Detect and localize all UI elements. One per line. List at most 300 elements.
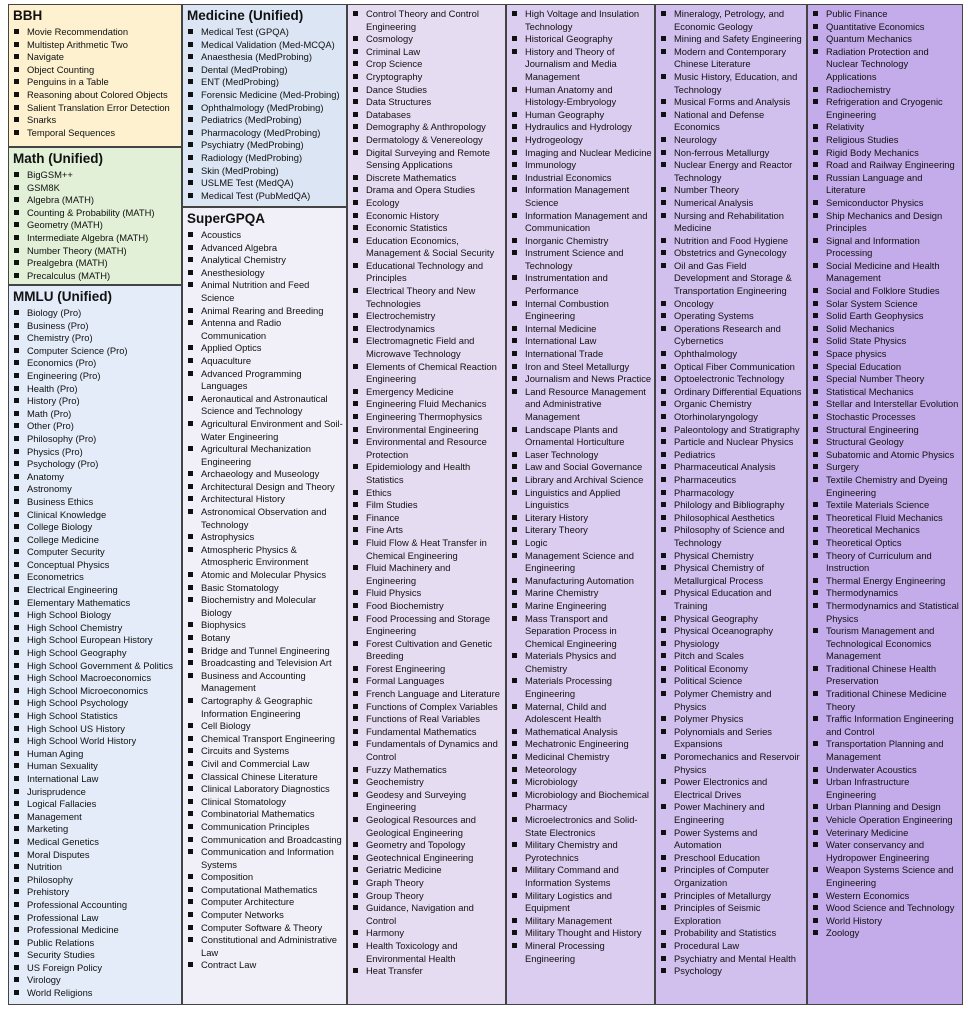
list-item: Electrical Engineering <box>13 584 179 597</box>
list-item: Dance Studies <box>352 84 503 97</box>
list-item: Agricultural Environment and Soil-Water Engineering <box>187 418 344 443</box>
list-item: Geological Resources and Geological Engineering <box>352 814 503 839</box>
list-item: Composition <box>187 871 344 884</box>
list-item: Other (Pro) <box>13 420 179 433</box>
list-item: Dental (MedProbing) <box>187 64 344 77</box>
list-item: Theoretical Fluid Mechanics <box>812 512 960 525</box>
list-item: Western Economics <box>812 890 960 903</box>
list-item: Textile Materials Science <box>812 499 960 512</box>
list-item: Optoelectronic Technology <box>660 373 804 386</box>
list-item: Bridge and Tunnel Engineering <box>187 645 344 658</box>
list-item: High School European History <box>13 634 179 647</box>
medicine-title: Medicine (Unified) <box>187 8 304 23</box>
mmlu-panel <box>8 285 182 1005</box>
list-item: USLME Test (MedQA) <box>187 177 344 190</box>
list-item: Fluid Physics <box>352 587 503 600</box>
list-item: GSM8K <box>13 182 179 195</box>
list-item: Instrument Science and Technology <box>511 247 652 272</box>
list-item: Forensic Medicine (Med-Probing) <box>187 89 344 102</box>
list-item: Military Management <box>511 915 652 928</box>
list-item: Botany <box>187 632 344 645</box>
list-item: Math (Pro) <box>13 408 179 421</box>
list-item: Ordinary Differential Equations <box>660 386 804 399</box>
list-item: Psychology (Pro) <box>13 458 179 471</box>
list-item: Physical Chemistry of Metallurgical Process <box>660 562 804 587</box>
list-item: Psychiatry (MedProbing) <box>187 139 344 152</box>
list-item: Paleontology and Stratigraphy <box>660 424 804 437</box>
list-item: Organic Chemistry <box>660 398 804 411</box>
list-item: Water conservancy and Hydropower Engineering <box>812 839 960 864</box>
list-item: Economic History <box>352 210 503 223</box>
list-item: Engineering Thermophysics <box>352 411 503 424</box>
list-item: Land Resource Management and Administrative Management <box>511 386 652 424</box>
list-item: Animal Rearing and Breeding <box>187 305 344 318</box>
list-item: Immunology <box>511 159 652 172</box>
list-item: Fundamental Mathematics <box>352 726 503 739</box>
list-item: Radiology (MedProbing) <box>187 152 344 165</box>
list-item: Philosophy (Pro) <box>13 433 179 446</box>
list-item: Business and Accounting Management <box>187 670 344 695</box>
medicine-panel <box>182 4 347 207</box>
list-item: Fluid Machinery and Engineering <box>352 562 503 587</box>
list-item: Chemical Transport Engineering <box>187 733 344 746</box>
list-item: Theoretical Mechanics <box>812 524 960 537</box>
list-item: Clinical Knowledge <box>13 509 179 522</box>
list-item: Operations Research and Cybernetics <box>660 323 804 348</box>
list-item: Physics (Pro) <box>13 446 179 459</box>
list-item: Forest Cultivation and Genetic Breeding <box>352 638 503 663</box>
list-item: Zoology <box>812 927 960 940</box>
list-item: Inorganic Chemistry <box>511 235 652 248</box>
list-item: Principles of Metallurgy <box>660 890 804 903</box>
list-item: French Language and Literature <box>352 688 503 701</box>
list-item: Marine Engineering <box>511 600 652 613</box>
list-item: Contract Law <box>187 959 344 972</box>
list-item: Music History, Education, and Technology <box>660 71 804 96</box>
supergpqa-column-2 <box>506 4 655 1005</box>
list-item: Advanced Algebra <box>187 242 344 255</box>
list-item: Physical Chemistry <box>660 550 804 563</box>
list-item: History and Theory of Journalism and Media Management <box>511 46 652 84</box>
list-item: Computer Architecture <box>187 896 344 909</box>
list-item: Counting & Probability (MATH) <box>13 207 179 220</box>
supergpqa-list <box>183 229 346 972</box>
list-item: International Trade <box>511 348 652 361</box>
list-item: Neurology <box>660 134 804 147</box>
list-item: Civil and Commercial Law <box>187 758 344 771</box>
list-item: Computer Software & Theory <box>187 922 344 935</box>
list-item: Social and Folklore Studies <box>812 285 960 298</box>
list-item: Mechatronic Engineering <box>511 738 652 751</box>
list-item: Refrigeration and Cryogenic Engineering <box>812 96 960 121</box>
list-item: Clinical Laboratory Diagnostics <box>187 783 344 796</box>
list-item: Aquaculture <box>187 355 344 368</box>
list-item: Analytical Chemistry <box>187 254 344 267</box>
list-item: Prehistory <box>13 886 179 899</box>
list-item: Semiconductor Physics <box>812 197 960 210</box>
list-item: Weapon Systems Science and Engineering <box>812 864 960 889</box>
list-item: Aeronautical and Astronautical Science and Technology <box>187 393 344 418</box>
list-item: Library and Archival Science <box>511 474 652 487</box>
list-item: Atomic and Molecular Physics <box>187 569 344 582</box>
list-item: Instrumentation and Performance <box>511 272 652 297</box>
list-item: Prealgebra (MATH) <box>13 257 179 270</box>
list-item: Marketing <box>13 823 179 836</box>
list-item: Structural Engineering <box>812 424 960 437</box>
list-item: Skin (MedProbing) <box>187 165 344 178</box>
list-item: Archaeology and Museology <box>187 468 344 481</box>
list-item: Astronomical Observation and Technology <box>187 506 344 531</box>
list-item: Communication Principles <box>187 821 344 834</box>
list-item: Nursing and Rehabilitation Medicine <box>660 210 804 235</box>
list-item: Literary History <box>511 512 652 525</box>
list-item: Number Theory <box>660 184 804 197</box>
list-item: Cosmology <box>352 33 503 46</box>
list-item: Environmental and Resource Protection <box>352 436 503 461</box>
list-item: Professional Law <box>13 912 179 925</box>
list-item: Journalism and News Practice <box>511 373 652 386</box>
list-item: Quantum Mechanics <box>812 33 960 46</box>
list-item: Textile Chemistry and Dyeing Engineering <box>812 474 960 499</box>
supergpqa-column-3 <box>655 4 807 1005</box>
list-item: Surgery <box>812 461 960 474</box>
list-item: Power Electronics and Electrical Drives <box>660 776 804 801</box>
list-item: Acoustics <box>187 229 344 242</box>
list-item: Computer Networks <box>187 909 344 922</box>
math-title: Math (Unified) <box>13 151 103 166</box>
list-item: Communication and Information Systems <box>187 846 344 871</box>
list-item: ENT (MedProbing) <box>187 76 344 89</box>
list-item: Cell Biology <box>187 720 344 733</box>
list-item: Geotechnical Engineering <box>352 852 503 865</box>
list-item: Materials Physics and Chemistry <box>511 650 652 675</box>
list-item: Emergency Medicine <box>352 386 503 399</box>
list-item: Education Economics, Management & Social Security <box>352 235 503 260</box>
list-item: Probability and Statistics <box>660 927 804 940</box>
list-item: Urban Infrastructure Engineering <box>812 776 960 801</box>
list-item: Physiology <box>660 638 804 651</box>
list-item: Educational Technology and Principles <box>352 260 503 285</box>
list-item: Geometry and Topology <box>352 839 503 852</box>
list-item: Management Science and Engineering <box>511 550 652 575</box>
list-item: Ophthalmology (MedProbing) <box>187 102 344 115</box>
list-item: Military Logistics and Equipment <box>511 890 652 915</box>
list-item: Operating Systems <box>660 310 804 323</box>
list-item: Astrophysics <box>187 531 344 544</box>
list-item: Control Theory and Control Engineering <box>352 8 503 33</box>
list-item: Anaesthesia (MedProbing) <box>187 51 344 64</box>
list-item: Advanced Programming Languages <box>187 368 344 393</box>
list-item: Traditional Chinese Medicine Theory <box>812 688 960 713</box>
list-item: Food Processing and Storage Engineering <box>352 613 503 638</box>
list-item: Geodesy and Surveying Engineering <box>352 789 503 814</box>
list-item: Philology and Bibliography <box>660 499 804 512</box>
list-item: Tourism Management and Technological Economics Management <box>812 625 960 663</box>
list-item: Special Education <box>812 361 960 374</box>
list-item: Harmony <box>352 927 503 940</box>
supergpqa-column-4 <box>807 4 963 1005</box>
list-item: Statistical Mechanics <box>812 386 960 399</box>
list-item: Fuzzy Mathematics <box>352 764 503 777</box>
list-item: Snarks <box>13 114 179 127</box>
list-item: Pharmacology <box>660 487 804 500</box>
list-item: Literary Theory <box>511 524 652 537</box>
list-item: Stellar and Interstellar Evolution <box>812 398 960 411</box>
list-item: Microbiology and Biochemical Pharmacy <box>511 789 652 814</box>
list-item: Electrical Theory and New Technologies <box>352 285 503 310</box>
list-item: Thermal Energy Engineering <box>812 575 960 588</box>
list-item: Meteorology <box>511 764 652 777</box>
list-item: Astronomy <box>13 483 179 496</box>
list-item: Electrochemistry <box>352 310 503 323</box>
list-item: Pharmaceutical Analysis <box>660 461 804 474</box>
list-item: Professional Accounting <box>13 899 179 912</box>
list-item: Security Studies <box>13 949 179 962</box>
list-item: World History <box>812 915 960 928</box>
list-item: Signal and Information Processing <box>812 235 960 260</box>
list-item: Political Science <box>660 675 804 688</box>
mmlu-title: MMLU (Unified) <box>13 289 112 304</box>
bbh-title: BBH <box>13 8 43 23</box>
list-item: Health Toxicology and Environmental Health <box>352 940 503 965</box>
list-item: Group Theory <box>352 890 503 903</box>
list-item: Otorhinolaryngology <box>660 411 804 424</box>
list-item: Physical Education and Training <box>660 587 804 612</box>
list-item: Physical Geography <box>660 613 804 626</box>
supergpqa-list-1 <box>348 5 505 978</box>
list-item: Heat Transfer <box>352 965 503 978</box>
list-item: Political Economy <box>660 663 804 676</box>
list-item: Iron and Steel Metallurgy <box>511 361 652 374</box>
list-item: Temporal Sequences <box>13 127 179 140</box>
list-item: Geochemistry <box>352 776 503 789</box>
list-item: Obstetrics and Gynecology <box>660 247 804 260</box>
list-item: Medicinal Chemistry <box>511 751 652 764</box>
list-item: Nutrition <box>13 861 179 874</box>
list-item: Environmental Engineering <box>352 424 503 437</box>
list-item: Space physics <box>812 348 960 361</box>
list-item: Military Command and Information Systems <box>511 864 652 889</box>
list-item: Engineering Fluid Mechanics <box>352 398 503 411</box>
list-item: Salient Translation Error Detection <box>13 102 179 115</box>
list-item: World Religions <box>13 987 179 1000</box>
list-item: Clinical Stomatology <box>187 796 344 809</box>
list-item: Econometrics <box>13 571 179 584</box>
list-item: Economic Statistics <box>352 222 503 235</box>
list-item: Business (Pro) <box>13 320 179 333</box>
list-item: Chemistry (Pro) <box>13 332 179 345</box>
list-item: Formal Languages <box>352 675 503 688</box>
list-item: Computational Mathematics <box>187 884 344 897</box>
list-item: Social Medicine and Health Management <box>812 260 960 285</box>
math-panel <box>8 147 182 285</box>
list-item: Human Aging <box>13 748 179 761</box>
list-item: High School World History <box>13 735 179 748</box>
list-item: Pediatrics (MedProbing) <box>187 114 344 127</box>
list-item: Cryptography <box>352 71 503 84</box>
list-item: Intermediate Algebra (MATH) <box>13 232 179 245</box>
list-item: Internal Medicine <box>511 323 652 336</box>
list-item: Computer Security <box>13 546 179 559</box>
list-item: Animal Nutrition and Feed Science <box>187 279 344 304</box>
list-item: Atmospheric Physics & Atmospheric Environment <box>187 544 344 569</box>
list-item: Philosophical Aesthetics <box>660 512 804 525</box>
list-item: Non-ferrous Metallurgy <box>660 147 804 160</box>
list-item: High School Chemistry <box>13 622 179 635</box>
list-item: Principles of Computer Organization <box>660 864 804 889</box>
list-item: Electromagnetic Field and Microwave Technology <box>352 335 503 360</box>
list-item: High School Biology <box>13 609 179 622</box>
list-item: Marine Chemistry <box>511 587 652 600</box>
list-item: Data Structures <box>352 96 503 109</box>
list-item: Movie Recommendation <box>13 26 179 39</box>
list-item: Number Theory (MATH) <box>13 245 179 258</box>
list-item: Landscape Plants and Ornamental Horticulture <box>511 424 652 449</box>
list-item: Finance <box>352 512 503 525</box>
list-item: Military Thought and History <box>511 927 652 940</box>
list-item: Multistep Arithmetic Two <box>13 39 179 52</box>
list-item: Military Chemistry and Pyrotechnics <box>511 839 652 864</box>
supergpqa-list-4 <box>808 5 962 940</box>
list-item: Crop Science <box>352 58 503 71</box>
list-item: Vehicle Operation Engineering <box>812 814 960 827</box>
list-item: Biology (Pro) <box>13 307 179 320</box>
supergpqa-column-1 <box>347 4 506 1005</box>
list-item: Pitch and Scales <box>660 650 804 663</box>
bbh-list <box>9 26 181 139</box>
list-item: Demography & Anthropology <box>352 121 503 134</box>
list-item: Traditional Chinese Health Preservation <box>812 663 960 688</box>
list-item: Classical Chinese Literature <box>187 771 344 784</box>
list-item: Oncology <box>660 298 804 311</box>
list-item: Wood Science and Technology <box>812 902 960 915</box>
list-item: Hydraulics and Hydrology <box>511 121 652 134</box>
list-item: Veterinary Medicine <box>812 827 960 840</box>
list-item: Mathematical Analysis <box>511 726 652 739</box>
list-item: Poromechanics and Reservoir Physics <box>660 751 804 776</box>
list-item: Fine Arts <box>352 524 503 537</box>
list-item: Law and Social Governance <box>511 461 652 474</box>
list-item: Transportation Planning and Management <box>812 738 960 763</box>
list-item: Power Systems and Automation <box>660 827 804 852</box>
list-item: Broadcasting and Television Art <box>187 657 344 670</box>
list-item: Circuits and Systems <box>187 745 344 758</box>
list-item: Nutrition and Food Hygiene <box>660 235 804 248</box>
list-item: Microbiology <box>511 776 652 789</box>
list-item: Historical Geography <box>511 33 652 46</box>
list-item: High School Geography <box>13 647 179 660</box>
list-item: Management <box>13 811 179 824</box>
list-item: Pharmacology (MedProbing) <box>187 127 344 140</box>
list-item: Geriatric Medicine <box>352 864 503 877</box>
list-item: Hydrogeology <box>511 134 652 147</box>
list-item: Geometry (MATH) <box>13 219 179 232</box>
list-item: Relativity <box>812 121 960 134</box>
list-item: Virology <box>13 974 179 987</box>
list-item: Graph Theory <box>352 877 503 890</box>
list-item: Maternal, Child and Adolescent Health <box>511 701 652 726</box>
list-item: Moral Disputes <box>13 849 179 862</box>
list-item: Human Geography <box>511 109 652 122</box>
list-item: Medical Test (PubMedQA) <box>187 190 344 203</box>
list-item: Health (Pro) <box>13 383 179 396</box>
list-item: Engineering (Pro) <box>13 370 179 383</box>
list-item: Polymer Physics <box>660 713 804 726</box>
list-item: Human Sexuality <box>13 760 179 773</box>
list-item: Economics (Pro) <box>13 357 179 370</box>
list-item: Elements of Chemical Reaction Engineering <box>352 361 503 386</box>
list-item: Quantitative Economics <box>812 21 960 34</box>
list-item: Food Biochemistry <box>352 600 503 613</box>
list-item: Architectural Design and Theory <box>187 481 344 494</box>
list-item: Optical Fiber Communication <box>660 361 804 374</box>
list-item: Film Studies <box>352 499 503 512</box>
list-item: Fundamentals of Dynamics and Control <box>352 738 503 763</box>
list-item: Architectural History <box>187 493 344 506</box>
list-item: Pharmaceutics <box>660 474 804 487</box>
list-item: Constitutional and Administrative Law <box>187 934 344 959</box>
bbh-panel <box>8 4 182 147</box>
list-item: Reasoning about Colored Objects <box>13 89 179 102</box>
list-item: Guidance, Navigation and Control <box>352 902 503 927</box>
list-item: Epidemiology and Health Statistics <box>352 461 503 486</box>
list-item: High School Macroeconomics <box>13 672 179 685</box>
list-item: Medical Validation (Med-MCQA) <box>187 39 344 52</box>
list-item: Mining and Safety Engineering <box>660 33 804 46</box>
list-item: Databases <box>352 109 503 122</box>
list-item: International Law <box>13 773 179 786</box>
list-item: Imaging and Nuclear Medicine <box>511 147 652 160</box>
list-item: Particle and Nuclear Physics <box>660 436 804 449</box>
list-item: Computer Science (Pro) <box>13 345 179 358</box>
list-item: Structural Geology <box>812 436 960 449</box>
list-item: Musical Forms and Analysis <box>660 96 804 109</box>
list-item: Underwater Acoustics <box>812 764 960 777</box>
list-item: Religious Studies <box>812 134 960 147</box>
list-item: Cartography & Geographic Information Engineering <box>187 695 344 720</box>
list-item: Information Management Science <box>511 184 652 209</box>
list-item: High School Statistics <box>13 710 179 723</box>
list-item: US Foreign Policy <box>13 962 179 975</box>
list-item: BigGSM++ <box>13 169 179 182</box>
list-item: High School Government & Politics <box>13 660 179 673</box>
list-item: Rigid Body Mechanics <box>812 147 960 160</box>
list-item: Antenna and Radio Communication <box>187 317 344 342</box>
list-item: College Biology <box>13 521 179 534</box>
list-item: Solid State Physics <box>812 335 960 348</box>
list-item: High Voltage and Insulation Technology <box>511 8 652 33</box>
list-item: Biochemistry and Molecular Biology <box>187 594 344 619</box>
list-item: Biophysics <box>187 619 344 632</box>
list-item: Psychology <box>660 965 804 978</box>
list-item: Communication and Broadcasting <box>187 834 344 847</box>
list-item: Functions of Real Variables <box>352 713 503 726</box>
list-item: Thermodynamics <box>812 587 960 600</box>
list-item: Physical Oceanography <box>660 625 804 638</box>
list-item: Anesthesiology <box>187 267 344 280</box>
list-item: Mineralogy, Petrology, and Economic Geology <box>660 8 804 33</box>
list-item: Internal Combustion Engineering <box>511 298 652 323</box>
list-item: Combinatorial Mathematics <box>187 808 344 821</box>
list-item: Pediatrics <box>660 449 804 462</box>
list-item: Ethics <box>352 487 503 500</box>
list-item: Algebra (MATH) <box>13 194 179 207</box>
list-item: Radiation Protection and Nuclear Technology Applications <box>812 46 960 84</box>
list-item: Ecology <box>352 197 503 210</box>
list-item: Anatomy <box>13 471 179 484</box>
list-item: Information Management and Communication <box>511 210 652 235</box>
list-item: Business Ethics <box>13 496 179 509</box>
